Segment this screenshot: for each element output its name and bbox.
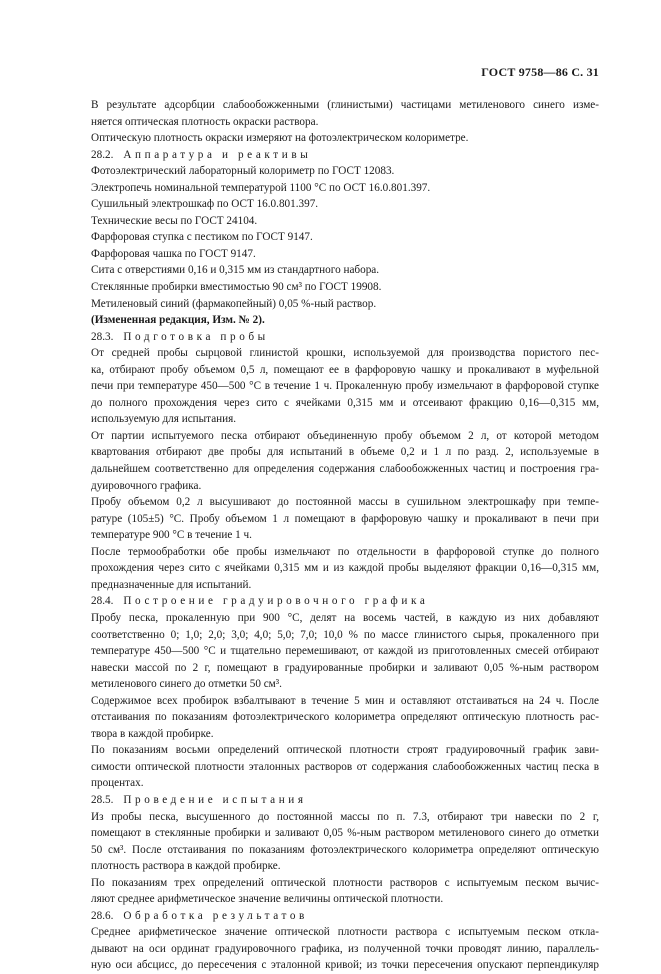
line-text: квартования отбирают две пробы для испытаний в объеме 0,2 и 1 л по разд. 2, используемые в [91, 446, 599, 459]
line-text: навески массой по 2 г, помещают в градуированные пробирки и заливают 0,05 %-ным раствором [91, 661, 599, 674]
text-line [91, 643, 599, 660]
line-text: Сушильный электрошкаф по ОСТ 16.0.801.397. [91, 198, 319, 211]
line-text: прохождения через сито с ячейками 0,315 мм и из каждой пробы выделяют фракции 0,16—0,315 мм, [91, 562, 599, 575]
line-text: дывают на оси ординат градуировочного графика, из полученной точки проводят линию, параллель- [91, 942, 599, 955]
text-line [91, 130, 599, 147]
text-line [91, 693, 599, 710]
line-text: Из пробы песка, высушенного до постоянной массы по п. 7.3, отбирают три навески по 2 г, [91, 810, 599, 823]
text-line [91, 163, 599, 180]
line-text: Содержимое всех пробирок взбалтывают в течение 5 мин и оставляют отстаиваться на 24 ч. После [91, 694, 599, 707]
line-text: От партии испытуемого песка отбирают объединенную пробу объемом 2 л, от которой методом [91, 429, 599, 442]
text-line [91, 544, 599, 561]
line-text: Электропечь номинальной температурой 1100 °С по ОСТ 16.0.801.397. [91, 181, 431, 194]
line-text: плотность раствора в каждой пробирке. [91, 860, 281, 873]
text-line [91, 411, 599, 428]
text-line [91, 891, 599, 908]
text-line [91, 196, 599, 213]
line-text: ратуре (105±5) °С. Пробу объемом 1 л помещают в фарфоровую чашку и прокаливают в печи при [91, 512, 599, 525]
text-line [91, 262, 599, 279]
text-line [91, 610, 599, 627]
line-text: отстаивания по показаниям фотоэлектрического колориметра определяют оптическую плотность рас- [91, 711, 599, 724]
section-heading: Подготовка пробы [123, 330, 269, 343]
text-line [91, 511, 599, 528]
text-line [91, 825, 599, 842]
text-line [91, 395, 599, 412]
text-line [91, 428, 599, 445]
line-text: 28.6. [91, 909, 114, 922]
line-text: до полного прохождения через сито с ячейками 0,315 мм и отсеивают фракцию 0,16—0,315 мм, [91, 396, 599, 409]
line-text: От средней пробы сырцовой глинистой крошки, используемой для производства пористого пес- [91, 347, 599, 360]
line-text: Среднее арифметическое значение оптической плотности раствора с испытуемым песком откла- [91, 926, 599, 939]
section-heading: Аппаратура и реактивы [123, 148, 312, 161]
line-text: (Измененная редакция, Изм. № 2). [91, 314, 265, 327]
line-text: После термообработки обе пробы измельчают по отдельности в фарфоровой ступке до полного [91, 545, 599, 558]
line-text: помещают в стеклянные пробирки и заливают 0,05 %-ным раствором метиленового синего до отметки [91, 827, 599, 840]
text-line [91, 296, 599, 313]
text-line [91, 362, 599, 379]
line-text: метиленового синего до отметки 50 см³. [91, 678, 282, 691]
line-text: 28.3. [91, 330, 114, 343]
text-line [91, 908, 599, 925]
text-line [91, 775, 599, 792]
text-line [91, 312, 599, 329]
text-line [91, 527, 599, 544]
line-text: температуре 900 °С в течение 1 ч. [91, 529, 252, 542]
text-line [91, 858, 599, 875]
line-text: соответственно 0; 1,0; 2,0; 3,0; 4,0; 5,0; 7,0; 10,0 % по массе глинистого сырья, прокаленного при [91, 628, 599, 641]
line-text: Пробу объемом 0,2 л высушивают до постоянной массы в сушильном электрошкафу при темпе- [91, 496, 599, 509]
text-line [91, 941, 599, 958]
text-line [91, 676, 599, 693]
text-line [91, 329, 599, 346]
text-line [91, 759, 599, 776]
section-heading: Проведение испытания [123, 793, 307, 806]
text-line [91, 279, 599, 296]
text-line [91, 213, 599, 230]
text-line [91, 875, 599, 892]
text-line [91, 709, 599, 726]
line-text: По показаниям трех определений оптической плотности растворов с испытуемым песком вычис- [91, 876, 599, 889]
text-line [91, 842, 599, 859]
line-text: Оптическую плотность окраски измеряют на фотоэлектрическом колориметре. [91, 132, 469, 145]
text-line [91, 560, 599, 577]
line-text: ка, отбирают пробу объемом 0,5 л, помещают ее в фарфоровую чашку и прокаливают в муфельной [91, 363, 599, 376]
text-line [91, 660, 599, 677]
line-text: печи при температуре 450—500 °С в течение 1 ч. Прокаленную пробу измельчают в фарфоровой ступке [91, 380, 599, 393]
line-text: дуировочного графика. [91, 479, 202, 492]
line-text: Стеклянные пробирки вместимостью 90 см³ по ГОСТ 19908. [91, 281, 382, 294]
page-header: ГОСТ 9758—86 С. 31 [481, 65, 599, 79]
line-text: Фарфоровая чашка по ГОСТ 9147. [91, 247, 256, 260]
text-line [91, 494, 599, 511]
line-text: В результате адсорбции слабообожженными (глинистыми) частицами метиленового синего изме- [91, 99, 599, 111]
section-heading: Построение градуировочного графика [123, 595, 429, 608]
line-text: няется оптическая плотность окраски раствора. [91, 115, 319, 128]
document-body [91, 97, 599, 974]
text-line [91, 444, 599, 461]
line-text: Пробу песка, прокаленную при 900 °С, делят на восемь частей, в каждую из них добавляют [91, 611, 599, 624]
text-line [91, 593, 599, 610]
text-line [91, 577, 599, 594]
text-line [91, 97, 599, 114]
line-text: Метиленовый синий (фармакопейный) 0,05 %-ный раствор. [91, 297, 377, 310]
line-text: ляют среднее арифметическое значение величины оптической плотности. [91, 893, 444, 906]
text-line [91, 809, 599, 826]
line-text: температуре 450—500 °С и тщательно перемешивают, от каждой из приготовленных смесей отбирают [91, 645, 599, 658]
text-line [91, 345, 599, 362]
line-text: дальнейшем соответственно для определения содержания слабообожженных частиц и построения гра- [91, 463, 599, 476]
text-line [91, 742, 599, 759]
text-line [91, 792, 599, 809]
line-text: предназначенные для испытаний. [91, 578, 252, 591]
text-line [91, 114, 599, 131]
text-line [91, 627, 599, 644]
line-text: процентах. [91, 777, 144, 790]
line-text: Сита с отверстиями 0,16 и 0,315 мм из стандартного набора. [91, 264, 380, 277]
text-line [91, 147, 599, 164]
text-line [91, 478, 599, 495]
text-line [91, 378, 599, 395]
line-text: Фотоэлектрический лабораторный колориметр по ГОСТ 12083. [91, 165, 395, 178]
text-line [91, 461, 599, 478]
text-line [91, 726, 599, 743]
text-line [91, 924, 599, 941]
line-text: Технические весы по ГОСТ 24104. [91, 214, 258, 227]
text-line [91, 180, 599, 197]
line-text: Фарфоровая ступка с пестиком по ГОСТ 9147. [91, 231, 313, 244]
line-text: 28.2. [91, 148, 114, 161]
text-line [91, 246, 599, 263]
line-text: 28.5. [91, 793, 114, 806]
line-text: 50 см³. После отстаивания по показаниям фотоэлектрического колориметра определяют оптическую [91, 843, 599, 856]
line-text: симости оптической плотности эталонных растворов от содержания слабообожженных частиц песка в [91, 760, 599, 773]
line-text: твора в каждой пробирке. [91, 727, 214, 740]
line-text: используемую для испытания. [91, 413, 237, 426]
text-line [91, 957, 599, 974]
text-line [91, 229, 599, 246]
line-text: 28.4. [91, 595, 114, 608]
section-heading: Обработка результатов [123, 909, 308, 922]
line-text: ную оси абсцисс, до пересечения с эталонной кривой; из точки пересечения опускают перпендикуляр [91, 959, 599, 972]
line-text: По показаниям восьми определений оптической плотности строят градуировочный график зави- [91, 744, 599, 757]
